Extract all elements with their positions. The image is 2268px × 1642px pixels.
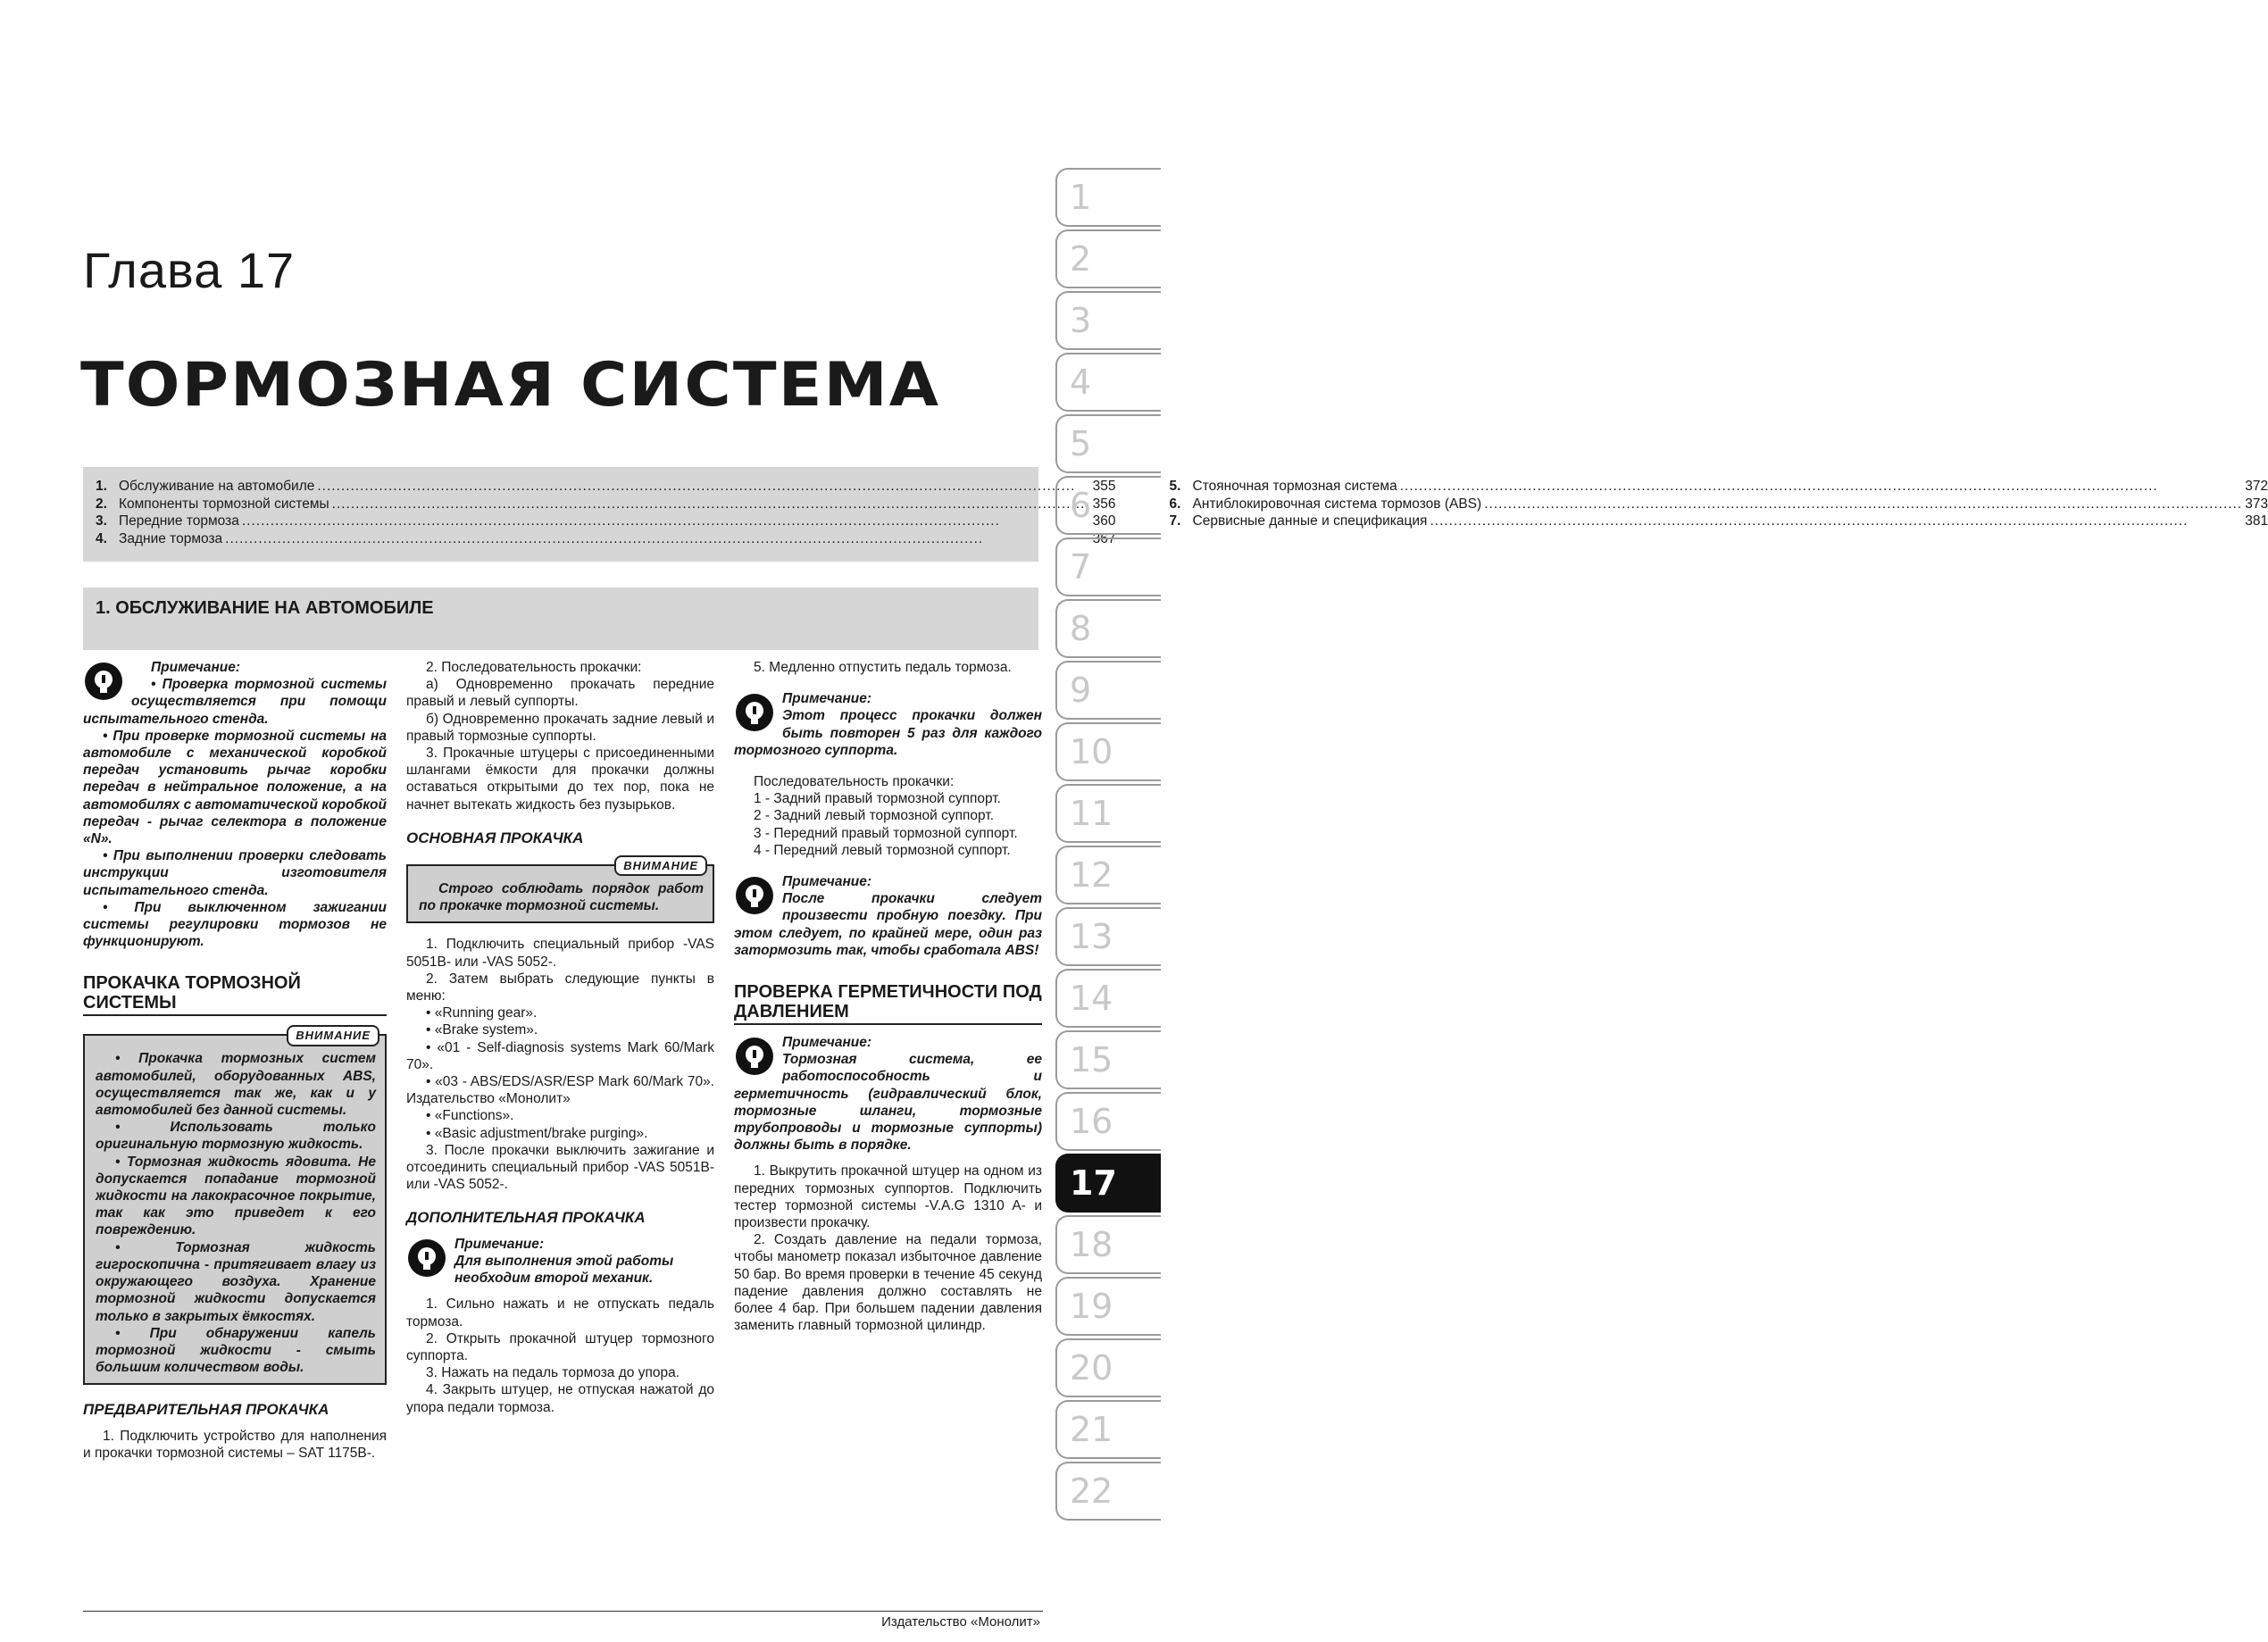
toc-page: 367	[1092, 530, 1116, 546]
chapter-tab-14[interactable]: 14	[1055, 969, 1161, 1028]
chapter-tab-20[interactable]: 20	[1055, 1338, 1161, 1397]
toc-page: 372	[2245, 479, 2268, 494]
table-of-contents	[83, 467, 2268, 562]
heading-pre-bleeding: ПРЕДВАРИТЕЛЬНАЯ ПРОКАЧКА	[83, 1401, 329, 1419]
note-bulb-icon	[734, 875, 775, 916]
toc-page: 360	[1092, 513, 1116, 529]
list-item: • «03 - ABS/EDS/ASR/ESP Mark 60/Mark 70». Издательство «Монолит»	[406, 1074, 714, 1107]
chapter-tabs	[1055, 168, 1161, 1523]
column-1	[83, 659, 387, 1462]
warning-box	[406, 859, 714, 923]
toc-title: Обслуживание на автомобиле	[119, 479, 315, 494]
warning-tag: ВНИМАНИЕ	[614, 855, 707, 876]
paragraph: 3. Прокачные штуцеры с присоединенными шлангами ёмкости для прокачки должны оставаться открытыми до тех пор, пока не начнет вытекать жидкость без пузырьков.	[406, 746, 714, 813]
toc-entry	[96, 513, 1116, 530]
chapter-tab-7[interactable]: 7	[1055, 538, 1161, 596]
note-bulb-icon	[83, 661, 124, 702]
footer-publisher: Издательство «Монолит»	[881, 1614, 1040, 1629]
toc-title: Передние тормоза	[119, 513, 239, 529]
warning-text: • Тормозная жидкость ядовита. Не допускается попадание тормозной жидкости на лакокрасочное покрытие, так как это приведет к его повреждению.	[96, 1154, 376, 1238]
note-heading: Примечание:	[782, 1035, 872, 1051]
toc-leader	[317, 478, 1089, 496]
chapter-tab-18[interactable]: 18	[1055, 1215, 1161, 1274]
paragraph: 5. Медленно отпустить педаль тормоза.	[754, 660, 1012, 675]
chapter-tab-13[interactable]: 13	[1055, 907, 1161, 966]
toc-title: Задние тормоза	[119, 530, 223, 546]
note-heading: Примечание:	[782, 874, 872, 890]
toc-title: Компоненты тормозной системы	[119, 496, 329, 512]
list-item: 1 - Задний правый тормозной суппорт.	[754, 791, 1001, 807]
note-block	[734, 1034, 1042, 1154]
warning-text: Строго соблюдать порядок работ по прокачке тормозной системы.	[419, 881, 704, 914]
toc-page: 373	[2245, 496, 2268, 512]
toc-number: 4.	[96, 530, 107, 546]
toc-leader	[1430, 513, 2242, 530]
note-text: • Проверка тормозной системы осуществляется при помощи испытательного стенда.	[83, 677, 387, 727]
chapter-tab-15[interactable]: 15	[1055, 1030, 1161, 1089]
column-3	[734, 659, 1042, 1335]
paragraph: а) Одновременно прокачать передние правый и левый суппорты.	[406, 677, 714, 710]
list-item: • «Functions».	[426, 1108, 514, 1124]
chapter-tab-17[interactable]: 17	[1055, 1154, 1161, 1213]
toc-entry	[96, 478, 1116, 496]
paragraph: 4. Закрыть штуцер, не отпуская нажатой до упора педали тормоза.	[406, 1382, 714, 1415]
chapter-tab-8[interactable]: 8	[1055, 599, 1161, 658]
note-text: Для выполнения этой работы необходим второй механик.	[454, 1253, 674, 1287]
paragraph: 2. Открыть прокачной штуцер тормозного суппорта.	[406, 1330, 714, 1363]
list-item: • «Running gear».	[426, 1005, 538, 1021]
toc-entry	[1170, 478, 2268, 496]
heading-pressure-check: ПРОВЕРКА ГЕРМЕТИЧНОСТИ ПОД ДАВЛЕНИЕМ	[734, 982, 1042, 1025]
toc-page: 381	[2245, 513, 2268, 529]
toc-number: 7.	[1169, 513, 1181, 529]
heading-additional-bleeding: ДОПОЛНИТЕЛЬНАЯ ПРОКАЧКА	[406, 1209, 646, 1227]
warning-text: • Прокачка тормозных систем автомобилей, оборудованных ABS, осуществляется так же, как и у автомобилей без данной системы.	[96, 1051, 376, 1119]
note-text: • При выполнении проверки следовать инструкции изготовителя испытательного стенда.	[83, 848, 387, 898]
chapter-tab-16[interactable]: 16	[1055, 1092, 1161, 1151]
toc-page: 356	[1092, 496, 1116, 512]
chapter-tab-3[interactable]: 3	[1055, 291, 1161, 350]
list-item: • «Basic adjustment/brake purging».	[426, 1125, 648, 1141]
warning-text: • Использовать только оригинальную тормозную жидкость.	[96, 1120, 376, 1153]
chapter-tab-19[interactable]: 19	[1055, 1277, 1161, 1336]
paragraph: 1. Подключить устройство для наполнения и прокачки тормозной системы – SAT 1175B-.	[83, 1428, 387, 1461]
chapter-tab-5[interactable]: 5	[1055, 414, 1161, 473]
warning-text: • При обнаружении капель тормозной жидкости - смыть большим количеством воды.	[96, 1325, 376, 1376]
footer-divider	[83, 1611, 1043, 1612]
note-block	[734, 690, 1042, 759]
toc-title: Антиблокировочная система тормозов (ABS)	[1192, 496, 1482, 512]
chapter-tab-1[interactable]: 1	[1055, 168, 1161, 227]
toc-entry	[96, 530, 1116, 548]
toc-leader	[332, 496, 1090, 513]
note-bulb-icon	[734, 1036, 775, 1077]
toc-number: 1.	[96, 479, 107, 494]
chapter-tab-4[interactable]: 4	[1055, 353, 1161, 412]
paragraph: 2. Последовательность прокачки:	[426, 660, 642, 675]
list-item: 2 - Задний левый тормозной суппорт.	[754, 808, 995, 824]
section-header: 1. ОБСЛУЖИВАНИЕ НА АВТОМОБИЛЕ	[83, 588, 1038, 650]
note-text: • При проверке тормозной системы на автомобиле с механической коробкой передач установить рычаг коробки передач в нейтральное положение, а на автомобилях с автоматической коробкой передач - рычаг селектора в положение «N».	[83, 728, 387, 847]
chapter-tab-10[interactable]: 10	[1055, 722, 1161, 781]
list-item: 4 - Передний левый тормозной суппорт.	[754, 842, 1011, 858]
toc-number: 5.	[1169, 479, 1181, 494]
toc-leader	[1400, 478, 2243, 496]
chapter-tab-12[interactable]: 12	[1055, 846, 1161, 904]
note-bulb-icon	[734, 692, 775, 733]
warning-tag: ВНИМАНИЕ	[287, 1025, 379, 1046]
note-heading: Примечание:	[782, 691, 872, 707]
note-block	[83, 659, 387, 950]
column-2	[406, 659, 714, 1416]
paragraph: 3. Нажать на педаль тормоза до упора.	[426, 1365, 680, 1381]
note-text: • При выключенном зажигании системы регулировки тормозов не функционируют.	[83, 899, 387, 950]
toc-entry	[96, 496, 1116, 513]
paragraph: 1. Выкрутить прокачной штуцер на одном из передних тормозных суппортов. Подключить тестер тормозной системы -V.A.G 1310 A- и произвести прокачку.	[734, 1163, 1042, 1231]
toc-title: Стояночная тормозная система	[1192, 479, 1397, 494]
toc-number: 3.	[96, 513, 107, 529]
list-item: 3 - Передний правый тормозной суппорт.	[754, 825, 1018, 841]
paragraph: 1. Подключить специальный прибор -VAS 5051B- или -VAS 5052-.	[406, 937, 714, 970]
toc-page: 355	[1092, 479, 1116, 494]
toc-title: Сервисные данные и спецификация	[1192, 513, 1428, 529]
warning-box	[83, 1029, 387, 1385]
heading-brake-bleeding: ПРОКАЧКА ТОРМОЗНОЙ СИСТЕМЫ	[83, 973, 387, 1016]
list-item: • «Brake system».	[426, 1022, 538, 1038]
chapter-tab-6[interactable]: 6	[1055, 476, 1161, 535]
paragraph: б) Одновременно прокачать задние левый и правый тормозные суппорты.	[406, 711, 714, 744]
paragraph: 3. После прокачки выключить зажигание и отсоединить специальный прибор -VAS 5051B- или -VAS 5052-.	[406, 1142, 714, 1193]
note-text: Этот процесс прокачки должен быть повторен 5 раз для каждого тормозного суппорта.	[734, 708, 1042, 758]
list-item: • «01 - Self-diagnosis systems Mark 60/Mark 70».	[406, 1039, 714, 1072]
chapter-tab-22[interactable]: 22	[1055, 1462, 1161, 1521]
note-heading: Примечание:	[151, 660, 241, 675]
toc-number: 6.	[1169, 496, 1181, 512]
chapter-tab-9[interactable]: 9	[1055, 661, 1161, 720]
paragraph: 1. Сильно нажать и не отпускать педаль тормоза.	[406, 1296, 714, 1329]
note-bulb-icon	[406, 1238, 447, 1279]
paragraph: 2. Создать давление на педали тормоза, чтобы манометр показал избыточное давление 50 бар. Во время проверки в течение 45 секунд падение давления должно составлять не более 4 бар. При большем падении давления заменить главный тормозной цилиндр.	[734, 1232, 1042, 1334]
chapter-tab-21[interactable]: 21	[1055, 1400, 1161, 1459]
note-heading: Примечание:	[454, 1236, 545, 1252]
note-text: После прокачки следует произвести пробную поездку. При этом следует, по крайней мере, один раз затормозить так, чтобы сработала ABS!	[734, 891, 1042, 958]
toc-leader	[225, 530, 1090, 548]
note-text: Тормозная система, ее работоспособность и герметичность (гидравлический блок, тормозные шланги, тормозные трубопроводы и тормозные суппорты) должны быть в порядке.	[734, 1052, 1042, 1154]
warning-text: • Тормозная жидкость гигроскопична - притягивает влагу из окружающего воздуха. Хранение тормозной жидкости допускается только в закрытых ёмкостях.	[96, 1239, 376, 1324]
heading-main-bleeding: ОСНОВНАЯ ПРОКАЧКА	[406, 829, 584, 846]
chapter-tab-11[interactable]: 11	[1055, 784, 1161, 843]
note-block	[734, 873, 1042, 959]
toc-entry	[1170, 496, 2268, 513]
chapter-tab-2[interactable]: 2	[1055, 229, 1161, 288]
chapter-label: Глава 17	[83, 242, 296, 298]
chapter-title: ТОРМОЗНАЯ СИСТЕМА	[80, 350, 941, 421]
toc-leader	[242, 513, 1090, 530]
note-block	[406, 1236, 714, 1288]
paragraph: 2. Затем выбрать следующие пункты в меню:	[406, 971, 714, 1004]
toc-number: 2.	[96, 496, 107, 512]
paragraph: Последовательность прокачки:	[754, 774, 955, 790]
toc-entry	[1170, 513, 2268, 530]
toc-leader	[1484, 496, 2242, 513]
